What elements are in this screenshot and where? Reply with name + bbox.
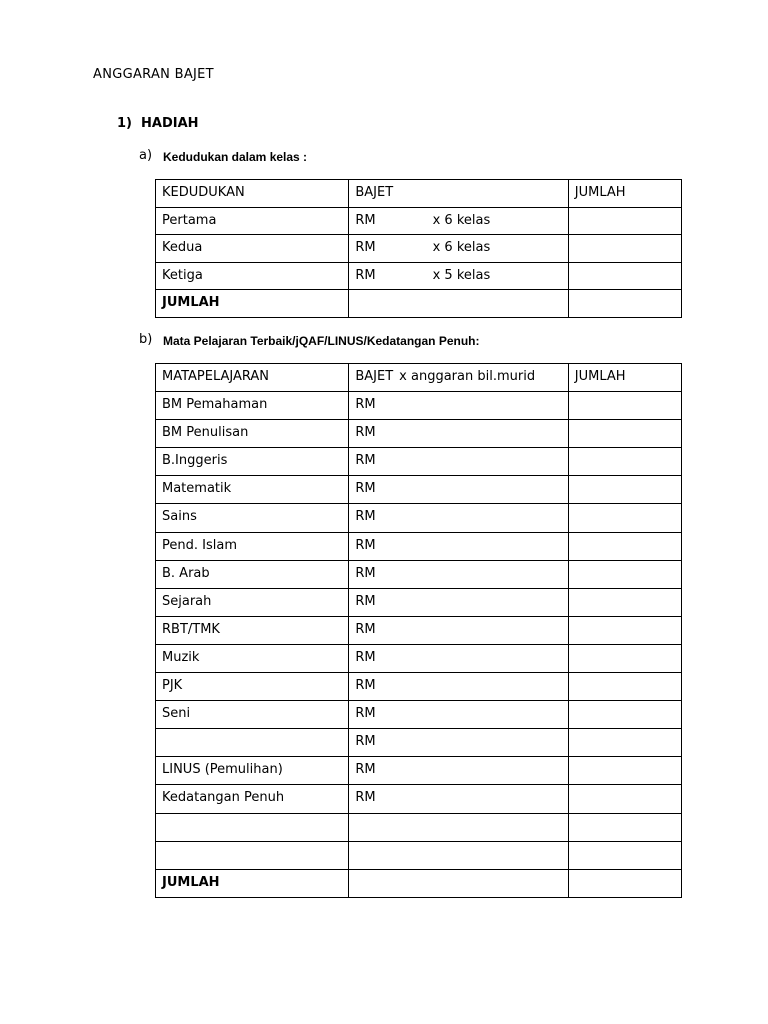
table-row	[156, 701, 682, 729]
table-row	[156, 757, 682, 785]
header-kedudukan: KEDUDUKAN	[156, 180, 349, 208]
subject-name: LINUS (Pemulihan)	[156, 757, 349, 785]
part-a-label: Kedudukan dalam kelas :	[163, 150, 308, 164]
subject-name: Matematik	[156, 476, 349, 504]
subject-name: BM Penulisan	[156, 420, 349, 448]
multiplier-label: x 6 kelas	[432, 240, 491, 255]
budget-cell: RM	[349, 588, 568, 616]
budget-cell: RM	[349, 448, 568, 476]
total-row	[156, 869, 682, 897]
subject-name: PJK	[156, 673, 349, 701]
header-matapelajaran: MATAPELAJARAN	[156, 364, 349, 392]
subject-name	[156, 841, 349, 869]
subject-name: Muzik	[156, 644, 349, 672]
budget-cell	[349, 235, 568, 263]
subject-name: Pend. Islam	[156, 532, 349, 560]
table-row	[156, 841, 682, 869]
jumlah-cell	[568, 476, 681, 504]
subject-name: Kedatangan Penuh	[156, 785, 349, 813]
kedudukan-table	[155, 179, 682, 318]
header-jumlah: JUMLAH	[568, 180, 681, 208]
budget-cell: RM	[349, 644, 568, 672]
budget-cell: RM	[349, 532, 568, 560]
header-jumlah: JUMLAH	[568, 364, 681, 392]
jumlah-cell	[568, 869, 681, 897]
section-heading: HADIAH	[141, 116, 199, 131]
table-row	[156, 785, 682, 813]
budget-cell: RM	[349, 476, 568, 504]
budget-cell: RM	[349, 504, 568, 532]
jumlah-cell	[568, 841, 681, 869]
table-row	[156, 644, 682, 672]
part-b-letter: b)	[139, 332, 153, 347]
table-row	[156, 504, 682, 532]
matapelajaran-table	[155, 363, 682, 898]
table-row	[156, 476, 682, 504]
jumlah-cell	[568, 729, 681, 757]
jumlah-cell	[568, 673, 681, 701]
table-row	[156, 588, 682, 616]
jumlah-cell	[568, 701, 681, 729]
budget-cell	[349, 262, 568, 290]
table-row	[156, 729, 682, 757]
jumlah-cell	[568, 644, 681, 672]
jumlah-cell	[568, 616, 681, 644]
table-row	[156, 392, 682, 420]
jumlah-cell	[568, 560, 681, 588]
subject-name: Sains	[156, 504, 349, 532]
table-header-row	[156, 364, 682, 392]
table-row	[156, 262, 682, 290]
table-row	[156, 813, 682, 841]
header-anggaran-label: x anggaran bil.murid	[399, 369, 536, 384]
rank-name: Kedua	[156, 235, 349, 263]
jumlah-cell	[568, 290, 681, 318]
part-b-label: Mata Pelajaran Terbaik/jQAF/LINUS/Kedatangan Penuh:	[163, 334, 480, 348]
jumlah-cell	[568, 235, 681, 263]
jumlah-cell	[568, 448, 681, 476]
table-row	[156, 235, 682, 263]
subject-name: Sejarah	[156, 588, 349, 616]
budget-cell	[349, 207, 568, 235]
table-row	[156, 616, 682, 644]
budget-cell: RM	[349, 757, 568, 785]
budget-cell: RM	[349, 701, 568, 729]
budget-cell	[349, 290, 568, 318]
table-row	[156, 673, 682, 701]
header-bajet-label: BAJET	[355, 369, 394, 384]
subject-name: B.Inggeris	[156, 448, 349, 476]
subject-name: B. Arab	[156, 560, 349, 588]
budget-cell	[349, 869, 568, 897]
budget-cell: RM	[349, 420, 568, 448]
budget-cell: RM	[349, 616, 568, 644]
total-label: JUMLAH	[156, 869, 349, 897]
jumlah-cell	[568, 420, 681, 448]
subject-name	[156, 813, 349, 841]
jumlah-cell	[568, 757, 681, 785]
jumlah-cell	[568, 588, 681, 616]
table-row	[156, 420, 682, 448]
document-title: ANGGARAN BAJET	[93, 67, 214, 82]
table-row	[156, 532, 682, 560]
currency-label: RM	[355, 267, 376, 283]
jumlah-cell	[568, 392, 681, 420]
budget-cell	[349, 841, 568, 869]
currency-label: RM	[355, 212, 376, 228]
jumlah-cell	[568, 532, 681, 560]
subject-name	[156, 729, 349, 757]
rank-name: Pertama	[156, 207, 349, 235]
subject-name: BM Pemahaman	[156, 392, 349, 420]
budget-cell: RM	[349, 392, 568, 420]
jumlah-cell	[568, 207, 681, 235]
total-label: JUMLAH	[156, 290, 349, 318]
subject-name: RBT/TMK	[156, 616, 349, 644]
section-number: 1)	[117, 116, 132, 131]
header-bajet	[349, 364, 568, 392]
multiplier-label: x 6 kelas	[432, 212, 491, 228]
budget-cell: RM	[349, 673, 568, 701]
jumlah-cell	[568, 813, 681, 841]
budget-cell: RM	[349, 560, 568, 588]
multiplier-label: x 5 kelas	[432, 267, 491, 283]
table-header-row	[156, 180, 682, 208]
table-row	[156, 560, 682, 588]
jumlah-cell	[568, 262, 681, 290]
total-row	[156, 290, 682, 318]
budget-cell	[349, 813, 568, 841]
budget-cell: RM	[349, 785, 568, 813]
header-bajet: BAJET	[349, 180, 568, 208]
table-row	[156, 448, 682, 476]
table-row	[156, 207, 682, 235]
currency-label: RM	[355, 240, 376, 255]
jumlah-cell	[568, 504, 681, 532]
part-a-letter: a)	[139, 148, 153, 163]
rank-name: Ketiga	[156, 262, 349, 290]
subject-name: Seni	[156, 701, 349, 729]
budget-cell: RM	[349, 729, 568, 757]
jumlah-cell	[568, 785, 681, 813]
